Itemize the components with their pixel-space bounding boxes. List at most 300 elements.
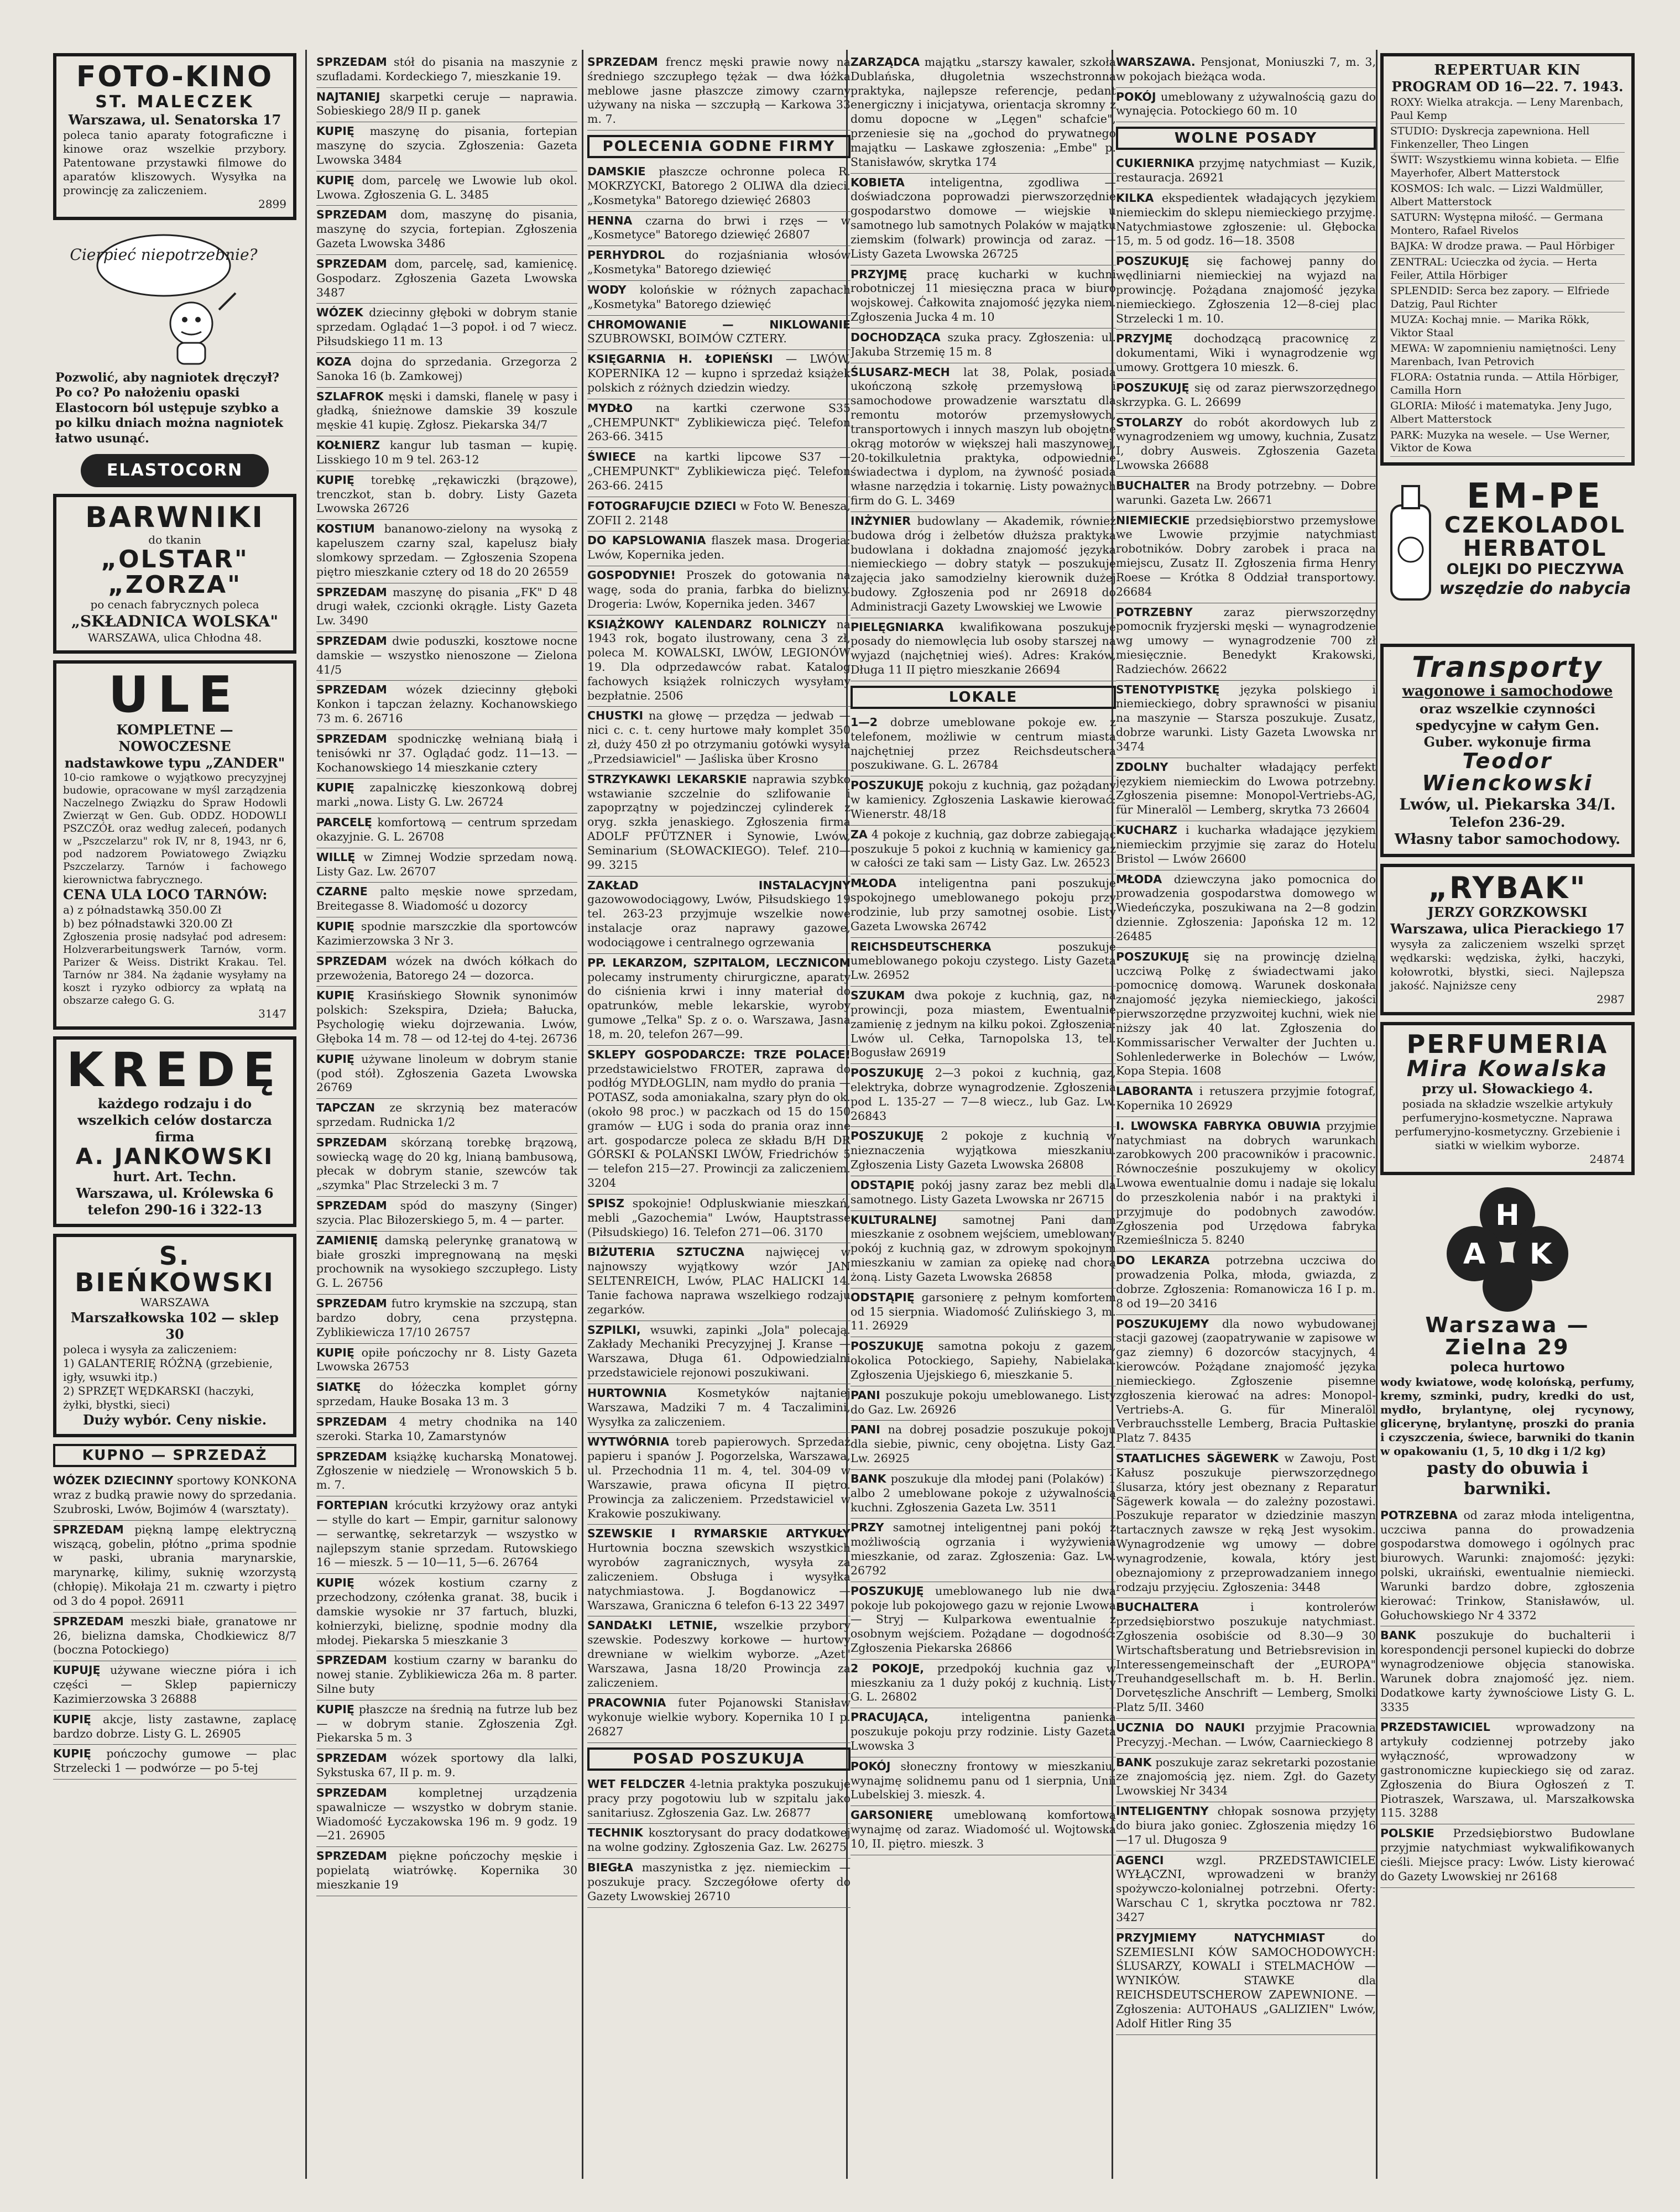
cinema-listing: STUDIO: Dyskrecja zapewniona. Hell Finkenzeller, Theo Lingen [1390,124,1625,153]
classified-keyword: PERHYDROL [587,248,665,262]
price-a: a) z półnadstawką 350.00 Zł [63,902,222,916]
classified-keyword: I. LWOWSKA FABRYKA OBUWIA [1116,1119,1321,1133]
classified-ad [587,1694,851,1743]
classified-keyword: POSZUKUJĘ [1116,380,1189,394]
classified-text: 2—3 pokoi z kuchnią, gaz, elektryka, dobrze wynagrodzenie. Zgłoszenia pod L. 135-27 — 7—8 wiecz., lub Gaz. Lw. 26843 [851,1066,1116,1123]
classified-ad [316,206,577,254]
ad-line: poleca hurtowo [1450,1358,1565,1375]
ad-code: 24874 [1589,1152,1625,1166]
classified-keyword: SPRZEDAM [316,1786,387,1799]
cinema-listing: GLORIA: Miłość i matematyka. Jeny Jugo, Albert Matterstock [1390,399,1625,427]
classified-ad [1116,477,1376,512]
classified-ad [587,707,851,770]
classified-ad [316,848,577,883]
classified-keyword: ZAMIENIĘ [316,1233,378,1247]
ad-barwniki [53,494,296,654]
ad-item: 2) SPRZĘT WĘDKARSKI (haczyki, żyłki, błystki, sieci) [63,1384,254,1412]
classified-keyword: CHUSTKI [587,709,644,723]
classified-ad [1380,1718,1635,1824]
classified-keyword: SPRZEDAM [53,1614,124,1628]
ad-rybak [1380,864,1635,1015]
ad-hak: Warszawa — Zielna 29 poleca hurtowo wody kwiatowe, wodę kolońską, perfumy, kremy, szminki, pudry, kredki do ust, mydło, brylantynę, olej rycynowy, glicerynę, brylantynę, proszki do prania i czyszczenia, świece, barwniki do tkanin w opakowaniu (1, 5, 10 dkg i 1/2 kg) pasty do obuwia i barwniki. [1380,1313,1635,1499]
classified-keyword: BUCHALTERA [1116,1600,1199,1614]
classified-keyword: POKÓJ [1116,90,1156,103]
classified-keyword: WYTWÓRNIA [587,1435,669,1449]
classified-text: dom, parcelę we Lwowie lub okol. Lwowa. Zgłoszenia G. L. 3485 [316,173,577,201]
classified-text: czarna do brwi i rzęs — w „Kosmetyce" Batorego dziewięć 26807 [587,213,851,242]
classified-text: 4 metry chodnika na 140 szeroki. Starka 10, Zamarstynów [316,1415,577,1443]
classified-text: futer Pojanowski Stanisław wykonuje wielkie wybory. Kopernika 10 I p. 26827 [587,1696,851,1739]
classified-ad [851,53,1116,174]
classified-ad [851,1660,1116,1708]
classified-keyword: POSZUKUJĘ [851,1066,924,1080]
classified-text: torebkę „rękawiczki (brązowe), trenczkot, stan b. dobry. Listy Gazeta Lwowska 26726 [316,473,577,515]
classified-keyword: GARSONIERĘ [851,1808,933,1822]
classified-keyword: STAATLICHES SÄGEWERK [1116,1452,1279,1465]
classified-text: kosztorysant do pracy dodatkowej na wolne godziny. Zgłoszenia Gaz. Lw. 26275 [587,1826,851,1854]
classified-text: lat 38, Polak, posiada ukończoną szkołę przemysłową i samochodowe prowadzenie warsztatu dla remontu motorów przemysłowych, transportowych i innych maszyn lub obojętne okrąg motorów w większej hali maszynowej, 20-tokilkuletnia praktyka, odpowiednie świadectwa i dyplom, na żywność posiada własne narzędzia i tokarnię. Listy poważnych firm do G. L. 3469 [851,365,1116,508]
classified-keyword: KILKA [1116,191,1154,205]
classified-ad [1116,1754,1376,1802]
classified-ad [1116,821,1376,870]
classified-ad [1116,1851,1376,1929]
classified-text: toreb papierowych. Sprzedaż papieru i spanów J. Pogorzelska, Warszawa, ul. Przechodnia 11 m. 4, tel. 304-09 w Warszawie, prawa oficyna II piętro. Prowincja za zaliczeniem. Przedstawiciel w Krakowie poszukiwany. [587,1435,851,1520]
classified-keyword: SZPILKI, [587,1323,641,1337]
classified-ad [587,770,851,877]
mascot-slogan: Cierpieć niepotrzebnie? [70,245,258,264]
classified-ad [53,1613,296,1661]
classified-ad [1116,512,1376,603]
classified-keyword: BUCHALTER [1116,478,1190,492]
classified-ad [851,826,1116,874]
classified-text: potrzebna uczciwa do prowadzenia Polka, młoda, gwiazda, z dobrze. Zgłoszenia: Romanowicza 16 I p. m. 8 od 19—20 3416 [1116,1254,1376,1310]
classified-keyword: PRACOWNIA [587,1696,666,1710]
classified-text: dom, parcelę, sad, kamienicę. Gospodarz. Zgłoszenia Gazeta Lwowska 3487 [316,257,577,299]
hak-letter: A [1463,1238,1486,1271]
classified-keyword: ZA [851,827,868,841]
classified-text: skórzaną torebkę brązową, sowiecką wagę do 20 kg, lnianą bambusową, płecak w dobrym stanie, szewców tak „szymka" Plac Strzelecki 3 m. 7 [316,1135,577,1192]
cinema-listing: ROXY: Wielka atrakcja. — Leny Marenbach, Paul Kemp [1390,95,1625,124]
classified-list [587,1775,851,1908]
classified-text: wózek na dwóch kółkach do przewożenia, Batorego 24 — dozorca. [316,954,577,982]
classified-keyword: CUKIERNIKA [1116,156,1194,170]
classified-ad [316,1378,577,1413]
classified-keyword: SPRZEDAM [316,683,387,697]
classified-keyword: BANK [1380,1629,1416,1642]
ad-sub: wagonowe i samochodowe [1402,683,1613,700]
classified-keyword: KOBIETA [851,175,905,189]
classified-text: dwa pokoje z kuchnią, gaz, na prowincji, poza miastem, Ewentualnie zamienię z jednym na kilku pokoi. Zgłoszenia: Lwów ul. Cełka, Tarnopolska 13, tel. Bogusław 26919 [851,989,1116,1060]
ad-address: przy ul. Słowackiego 4. [1422,1081,1593,1097]
classified-keyword: BIEGŁA [587,1861,634,1875]
classified-text: na Brody potrzebny. — Dobre warunki. Gazeta Lw. 26671 [1116,478,1376,507]
classified-keyword: WÓZEK [316,306,363,320]
classified-ad [316,436,577,471]
classified-ad [316,1134,577,1197]
classified-text: flaszek masa. Drogeria: Lwów, Kopernika jeden. [587,534,851,562]
classified-list [587,53,851,131]
classified-ad [851,1582,1116,1660]
section-header-kupno: KUPNO — SPRZEDAŻ [53,1444,296,1467]
classified-list [316,53,577,1896]
ad-text: Pozwolić, aby nagniotek dręczył? Po co? Po nałożeniu opaski Elastocorn ból ustępuje szybko a po kilku dniach można nagniotek łatwo usunąć. [55,370,284,446]
classified-ad [316,1574,577,1651]
classified-keyword: KUPIĘ [316,1576,354,1590]
classified-text: SZUBROWSKI, BOIMÓW CZTERY. [587,332,787,346]
classified-text: spodniczkę wełnianą białą i tenisówki nr 37. Oglądać godz. 11—13. — Kochanowskiego 14 mieszkanie cztery [316,732,577,774]
classified-text: poszukuje do buchalterii i korespondencji personel kupiecki do dobrze wynagrodzeniowe objęcia stanowiska. Warunek dobra znajomość jęz. niem. Dodatkowe karty żywnościowe Listy G. L. 3335 [1380,1629,1635,1714]
classified-text: polecamy instrumenty chirurgiczne, aparaty do ciśnienia krwi i inny materiał do opatrunków, meble lekarskie, wyroby gumowe „Telka" Sp. z o. o. Warszawa, Jasna 18, m. 20, telefon 267—99. [587,970,851,1041]
classified-keyword: SPRZEDAM [316,55,387,69]
ad-text: posiada na składzie wszelkie artykuły perfumeryjno-kosmetyczne. Naprawa perfumeryjno-kosmetyczny. Grzebienie i siatki w wielkim wyborze. [1395,1097,1620,1152]
classified-keyword: NIEMIECKIE [1116,513,1190,527]
classified-keyword: BANK [1116,1755,1152,1769]
classified-keyword: KUPIĘ [316,989,354,1003]
classified-text: do robót akordowych lub z wynagrodzeniem wg umowy, kuchnia, Zusatz I, dobry Ausweis. Zgłoszenia Gazeta Lwowska 26688 [1116,415,1376,472]
classified-keyword: POSZUKUJĘ [851,779,924,792]
ad-address: Warszawa, ul. Królewska 6 [76,1185,274,1201]
classified-list [587,163,851,1743]
empe-line1: CZEKOLADOL [1444,512,1626,538]
classified-text: płaszcze na średnią na futrze lub bez — w dobrym stanie. Zgłoszenia Zgł. Piekarska 5 m. 3 [316,1702,577,1745]
empe-line3: OLEJKI DO PIECZYWA [1446,560,1624,578]
ad-bienkowski [53,1234,296,1438]
classified-text: poszukuje zaraz sekretarki pozostanie ze znajomością jęz. niem. Zgł. do Gazety Lwowskiej Nr 3434 [1116,1755,1376,1798]
classified-ad [851,363,1116,512]
ad-code: 2987 [1596,992,1625,1006]
classified-text: wózek kostium czarny z przechodzony, czółenka granat. 38, bucik i damskie wysokie nr 37 fartuch, bluzki, kołnierzyki, bieliznę, spodnie modny dla młodej. Piekarska 5 mieszkanie 3 [316,1576,577,1647]
classified-keyword: FORTEPIAN [316,1499,388,1512]
brand-zorza: „ZORZA" [108,570,242,599]
classified-keyword: INŻYNIER [851,514,911,528]
classified-text: spód do maszyny (Singer) szycia. Plac Biłozerskiego 5, m. 4 — parter. [316,1199,577,1227]
classified-ad [587,1433,851,1525]
classified-keyword: SPRZEDAM [316,1751,387,1765]
classified-keyword: 1—2 [851,715,878,729]
classified-text: najwięcej w najnowszy wyjątkowy wzór JAN SELTENREICH, Lwów, PLAC HALICKI 14. Tanie fachowa naprawa wszelkiego rodzaju zegarków. [587,1245,851,1316]
classified-ad [53,1472,296,1520]
classified-text: na 1943 rok, bogato ilustrowany, cena 3 zł, poleca M. KOWALSKI, LWÓW, LEGIONÓW 19. Dla odprzedawców rabat. Katalog fachowych książek rolniczych wysyłamy bezpłatnie. 2506 [587,617,851,702]
classified-text: akcje, listy zastawne, zaplacę bardzo dobrze. Listy G. L. 26905 [53,1712,296,1740]
classified-text: przedstawicielstwo FROTER, zaprawa do podłóg MYDŁOGLIN, nam mydło do prania — POTASZ, soda amoniakalna, szary płyn do ok. (około 98 proc.) w paczkach od 15 do 150 gramów — ŁUG i soda do prania oraz inne art. gospodarcze poleca ze składu B/H DR GÓRSKI & POLAŃSKI LWÓW, Friedrichów 5 — telefon 215—27. Prowincji za zaliczeniem. 3204 [587,1062,851,1190]
ad-code: 2899 [258,197,286,211]
classified-keyword: PRZYJMĘ [851,267,907,281]
classified-text: piękne pończochy męskie i popielatą wiatrówkę. Kopernika 30 mieszkanie 19 [316,1849,577,1891]
classified-ad [587,954,851,1046]
classified-ad [316,583,577,632]
column-6 [1380,53,1635,2179]
classified-ad [53,1745,296,1780]
classified-keyword: WODY [587,283,627,296]
classified-text: inteligentna, zgodliwa — doświadczona poprowadzi pierwszorzędnie gospodarstwo domowe — wiejskie u samotnego lub samotnych Polaków w majątku ziemskim (folwark) prowincja od zaraz. — Listy Gazeta Lwowska 26725 [851,175,1116,260]
classified-keyword: POSZUKUJĘ [851,1339,924,1353]
classified-text: pokoju z kuchnią, gaz pożądany w kamienicy. Zgłoszenia Laskawie kierować: Wienerstr. 48/18 [851,779,1116,821]
classified-ad [587,1321,851,1384]
ad-name: Mira Kowalska [1406,1056,1609,1082]
classified-keyword: POTRZEBNY [1116,605,1193,619]
classified-keyword: ZAKŁAD INSTALACYJNY [587,878,851,892]
ad-title: PERFUMERIA [1406,1029,1609,1059]
classified-keyword: SPRZEDAM [316,1849,387,1863]
classified-text: futro krymskie na szczupą, stan bardzo dobry, cena przystępna. Zyblikiewicza 17/10 26757 [316,1297,577,1339]
classified-ad [1116,1929,1376,2035]
ad-title: KREDĘ [66,1042,283,1098]
classified-ad [851,776,1116,825]
classified-ad [1116,414,1376,477]
classified-list [1116,154,1376,2034]
classified-ad [851,1386,1116,1421]
classified-keyword: STRZYKAWKI LEKARSKIE [587,772,747,786]
classified-keyword: BANK [851,1472,886,1485]
classified-ad [316,987,577,1050]
ad-transporty [1380,644,1635,857]
classified-text: damską pelerynkę granatową w białe groszki impregnowaną na męski prochownik na wysokiego szczupłego. Listy G. L. 26756 [316,1233,577,1290]
classified-keyword: SZLAFROK [316,389,384,403]
classified-list [1116,53,1376,122]
classified-ad [587,53,851,131]
classified-keyword: SKLEPY GOSPODARCZE: TRZE POLACE! [587,1047,851,1061]
classified-keyword: REICHSDEUTSCHERKA [851,940,992,953]
classified-text: i kucharka władające językiem niemieckim przyjmie się zaraz do Hotelu Bristol — Lwów 26600 [1116,823,1376,865]
classified-text: Kosmetyków najtaniej Warszawa, Madziki 7 m. 4 Taczalimini, Wysyłka za zaliczeniem. [587,1386,851,1428]
ad-text: oraz wszelkie czynności spedycyjne w całym Gen. Guber. wykonuje firma [1415,700,1600,750]
classified-keyword: FOTOGRAFUJCIE DZIECI [587,499,737,513]
column-rule [305,50,307,2179]
classified-keyword: KUPIĘ [316,920,354,933]
classified-keyword: NAJTANIEJ [316,90,380,103]
classified-text: płaszcze ochronne poleca R. MOKRZYCKI, Batorego 2 OLIWA dla dzieci. „Kosmetyka" Batorego dziewięć 26803 [587,165,851,207]
ad-title: S. BIEŃKOWSKI [75,1240,275,1298]
classified-text: dom, maszynę do pisania, maszynę do szycia, fortepian. Zgłoszenia Gazeta Lwowska 3486 [316,208,577,251]
ad-text: wody kwiatowe, wodę kolońską, perfumy, kremy, szminki, pudry, kredki do ust, mydło, brylantynę, olej rycynowy, glicerynę, brylantynę, proszki do prania i czyszczenia, świece, barwniki do tkanin w opakowaniu (1, 5, 10 dkg i 1/2 kg) [1380,1375,1635,1458]
section-header-lokale: LOKALE [851,686,1116,709]
classified-ad [587,497,851,532]
classified-text: spodnie marszczkie dla sportowców Kazimierzowska 3 Nr 3. [316,920,577,947]
classified-text: męski i damski, flanelę w pasy i gładką, śnieżnowe damskie 39 koszule męskie 41 kupię. Zgłosz. Piekarska 34/7 [316,389,577,432]
classified-text: w Foto W. Benesza, ZOFII 2. 2148 [587,499,851,527]
ad-fotokino [53,53,296,220]
classified-text: na głowę — przędza — jedwab — nici c. c. t. ceny hurtowe mały komplet 350 zł, duży 450 zł po otrzymaniu gotówki wysyła „Przedsiawiciel" — Jaśliska über Krosno [587,709,851,765]
ad-address: WARSZAWA, ulica Chłodna 48. [87,631,262,645]
ad-line: poleca i wysyła za zaliczeniem: [63,1343,237,1357]
classified-keyword: SPRZEDAM [316,1449,387,1463]
classified-keyword: POLSKIE [1380,1827,1434,1840]
classified-keyword: LABORANTA [1116,1084,1193,1098]
classified-ad [851,1288,1116,1337]
classified-keyword: SPRZEDAM [316,954,387,968]
classified-text: 4-letnia praktyka poszukuje pracy przy pogotowiu lub w szpitalu jako sanitariusz. Zgłoszenia Gaz. Lw. 26877 [587,1777,851,1819]
classified-ad [851,265,1116,328]
classified-ad [587,246,851,281]
classified-ad [851,1519,1116,1582]
classified-ad [587,1859,851,1907]
ad-item: 1) GALANTERIĘ RÓŻNĄ (grzebienie, igły, wsuwki itp.) [63,1357,273,1384]
classified-text: na kartki lipcowe S37 — „CHEMPUNKT" Zyblikiewicza pięć. Telefon 263-66. 2415 [587,450,851,492]
classified-text: się na prowincję dzielną uczciwą Polkę z świadectwami jako pomocnicę domową. Warunek doskonała znajomość języka niemieckiego, jakości pierwszorzędne przyzwoitej kuchni, wiek nie niższy jak 40 lat. Zgłoszenia do Kommissarischer Verwalter der Juchten u. Sohlenlederwerke in Bolechów — Lwów, Kopa Stepia. 1608 [1116,950,1376,1078]
ad-hak-logo [1380,1182,1635,1314]
classified-keyword: KUPIĘ [316,1052,354,1066]
classified-keyword: MŁODA [1116,872,1162,886]
classified-keyword: PARCELĘ [316,816,372,830]
classified-ad [316,952,577,987]
cinema-listing: MUZA: Kochaj mnie. — Marika Rökk, Viktor Staal [1390,312,1625,341]
classified-ad [587,1525,851,1616]
hak-letter: K [1529,1238,1552,1271]
classified-ad [851,874,1116,937]
classified-text: Krasińskiego Słownik synonimów polskich: Szekspira, Dzieła; Bałucka, Psychologię wieku dojrzewania. Lwów, Głęboka 14 m. 78 — od 12-tej do 4-tej. 26736 [316,989,577,1045]
classified-text: pończochy gumowe — plac Strzelecki 1 — podwórze — po 5-tej [53,1747,296,1775]
classified-ad [1116,53,1376,88]
classified-keyword: KUPIĘ [316,781,354,795]
classified-ad [316,883,577,917]
empe-slogan: wszędzie do nabycia [1439,578,1631,598]
classified-ad [316,1413,577,1448]
hak-city: Warszawa [1425,1313,1558,1338]
classified-ad [316,471,577,520]
classified-ad [316,1847,577,1896]
classified-ad [851,713,1116,776]
ad-title: FOTO-KINO [76,60,274,93]
classified-text: kwalifikowana poszukuje posady do niemowlęcia lub osoby starszej na wyjazd (najchętniej wieś). Adres: Kraków, Długa 11 II piętro mieszkanie 26694 [851,620,1116,677]
classified-ad [587,531,851,566]
classified-text: bananowo-zielony na wysoką z kapeluszem czarny szal, kapelusz biały slomkowy sprzedam. — Zgłoszenia Szopena piętro mieszkanie cztery od 18 do 20 26559 [316,522,577,578]
classified-keyword: KUPIĘ [316,473,354,487]
cinema-listing: SPLENDID: Serca bez zapory. — Elfriede Datzig, Paul Richter [1390,284,1625,312]
cinema-listing: FLORA: Ostatnia runda. — Attila Hörbiger, Camilla Horn [1390,370,1625,399]
classified-ad [316,632,577,681]
column-rule [1376,50,1378,2179]
classified-text: się fachowej panny do wędliniarni niemieckiej na wyjazd na prowincję. Pożądana znajomość języka niemieckiego. Zgłoszenia 12—8-ciej plac Strzelecki 1 m. 10. [1116,254,1376,325]
classified-keyword: KUCHARZ [1116,823,1177,837]
classified-keyword: SPRZEDAM [316,1415,387,1428]
classified-text: maszynistka z jęz. niemieckim — poszukuje pracy. Szczegółowe oferty do Gazety Lwowskiej 26710 [587,1861,851,1903]
ad-line: każdego rodzaju i do wszelkich celów dostarcza firma [77,1095,272,1145]
classified-ad [1116,379,1376,414]
ad-line: hurt. Art. Techn. [113,1168,237,1185]
classified-ad [316,171,577,206]
classified-ad [316,813,577,848]
classified-text: majątku „starszy kawaler, szkoła Dublańska, długoletnia wszechstronna praktyka, najlepsze referencje, pedant energiczny i inicjatywa, orientacja skromny z domu dopocne w „Lęgen" schafcie", przeniesie się na „gochod do prywatnego majątku — Laskawe zgłoszenia: „Embe" p. Stanisławów, skrytka 174 [851,55,1116,169]
classified-ad [316,53,577,88]
classified-ad [1116,1082,1376,1117]
classified-keyword: DO KAPSLOWANIA [587,534,706,547]
hak-street: Zielna 29 [1445,1334,1570,1359]
classified-text: dziecinny głęboki w dobrym stanie sprzedam. Oglądać 1—3 popoł. i od 7 wiecz. Piłsudskiego 11 m. 13 [316,306,577,348]
ad-address: Lwów, ul. Piekarska 34/I. [1399,795,1616,813]
classified-keyword: POSZUKUJĘ [1116,254,1189,268]
section-header-posad: POSAD POSZUKUJA [587,1747,851,1771]
classified-text: wózek sportowy dla lalki, Sykstuska 67, II p. m. 9. [316,1751,577,1780]
classified-text: samotna pokoju z gazem, okolica Potockiego, Sapiehy, Nabielaka. Zgłoszenia Ujejskiego 6, mieszkanie 5. [851,1339,1116,1381]
cinema-listing: MEWA: W zapomnieniu namiętności. Leny Marenbach, Ivan Petrovich [1390,341,1625,370]
classified-keyword: ZARZĄDCA [851,55,920,69]
classified-ad [587,1824,851,1859]
classified-ad [53,1710,296,1745]
classified-ad [851,1470,1116,1519]
classified-text: na kartki czerwone S35 „CHEMPUNKT" Zyblikiewicza pięć. Telefon 263-66. 3415 [587,401,851,444]
repertuar-subtitle: PROGRAM OD 16—22. 7. 1943. [1391,79,1624,95]
ad-code: 3147 [258,1007,286,1021]
classified-text: pokój jasny zaraz bez mebli dla samotnego. Listy Gazeta Lwowska nr 26715 [851,1178,1116,1206]
classified-ad [1116,948,1376,1082]
classified-keyword: SIATKĘ [316,1380,361,1394]
classified-keyword: CHROMOWANIE — NIKLOWANIE [587,317,851,331]
empe-line2: HERBATOL [1463,535,1608,561]
classified-text: przyjmie natychmiast na dobrych warunkach zarobkowych 200 pracowników i pracownic. Równocześnie poszukujemy w okolicy Lwowa ewentualnie domu i nadaje się lokalu do przeszkolenia nabór i na praktyki i przyjmuje do podobnych zawodów. Zgłoszenia pod Urzędowa fabryka Rzemieślnicza 5. 8240 [1116,1119,1376,1247]
classified-ad [316,1749,577,1784]
ad-phone: Telefon 236-29. [1449,813,1566,830]
price-b: b) bez półnadstawki 320.00 Zł [63,916,233,930]
ad-line: do tkanin [148,533,201,546]
ad-ule [53,660,296,1030]
classified-ad [1116,154,1376,189]
classified-text: opiłe pończochy nr 8. Listy Gazeta Lwowska 26753 [316,1345,577,1374]
classified-text: dziewczyna jako pomocnica do prowadzenia gospodarstwa domowego w Wiedeńczyka, poszukiwana na 2—8 godzin dziennie. Zgłoszenia: Japońska 12 m. 12 26485 [1116,872,1376,943]
classified-keyword: KUPIĘ [316,124,354,138]
ad-title: ULE [108,666,241,724]
classified-ad [316,388,577,436]
classified-keyword: TECHNIK [587,1826,643,1840]
classified-text: wprowadzony na artykuły codziennej potrzeby jako wyłączność, wprowadzony w gastronomiczne kupieckiego się od zaraz. Zgłoszenia do Biura Ogłoszeń z T. Piotraszek, Warszawa, ul. Marszałkowska 115. 3288 [1380,1720,1635,1820]
classified-keyword: STOLARZY [1116,415,1183,429]
classified-keyword: PRZEDSTAWICIEL [1380,1720,1490,1734]
classified-keyword: MŁODA [851,877,897,890]
classified-ad [316,353,577,388]
classified-ad [851,512,1116,618]
empe-brand: EM-PE [1467,475,1604,516]
column-2 [316,53,577,2179]
ad-address: Marszałkowska 102 — sklep 30 [70,1310,279,1343]
ad-city: WARSZAWA [140,1296,210,1310]
classified-ad [316,1784,577,1847]
classified-text: Pensjonat, Moniuszki 7, m. 3, w pokojach bieżąca woda. [1116,55,1376,83]
classified-ad [587,1046,851,1194]
classified-text: dla nowo wybudowanej stacji gazowej (zaopatrywanie w zapisowe w gaz ziemny) 6 dozorców stacyjnych, 4 kierowców. Pożądane znajomość języka niemieckiego. Zgłoszenie pisemne zgłoszenia kierować na adres: Monopol-Vertriebs-A. G. für Mineralöl Verbrauchsstelle Lemberg, Bracia Pułtaskie Platz 7. 8435 [1116,1317,1376,1445]
classified-keyword: SPRZEDAM [316,1653,387,1667]
classified-keyword: ŚLUSARZ-MECH [851,365,950,379]
classified-text: słoneczny frontowy w mieszkaniu, wynajmę solidnemu panu od 1 sierpnia, Unii Lubelskiej 3. mieszk. 4. [851,1759,1116,1802]
ad-title: Transporty [1412,650,1603,684]
cinema-listing: PARK: Muzyka na wesele. — Use Werner, Viktor de Kowa [1390,428,1625,457]
classified-text: i retuszera przyjmie fotograf, Kopernika 10 26929 [1116,1084,1376,1112]
classified-text: chłopak sosnowa przyjęty do biura jako goniec. Zgłoszenia między 16—17 ul. Długosza 9 [1116,1804,1376,1846]
classified-ad [53,1521,296,1613]
classified-keyword: SANDAŁKI LETNIE, [587,1619,718,1632]
ad-line: KOMPLETNE — NOWOCZESNE [116,721,233,754]
mascot-drawing [53,227,296,365]
column-5 [1116,53,1376,2179]
classified-ad [851,174,1116,265]
ad-line: nadstawkowe typu „ZANDER" [64,754,285,771]
classified-keyword: UCZNIA DO NAUKI [1116,1720,1245,1734]
classified-ad [851,1806,1116,1855]
classified-keyword: KUPUJĘ [53,1663,101,1677]
classified-text: samotnej inteligentnej pani pokój z możliwością ogrzania i wyżywienia mieszkanie, od zaraz. Zgłoszenia: Gaz. Lw. 26792 [851,1521,1116,1577]
classified-keyword: WÓZEK DZIECINNY [53,1474,174,1488]
classified-list [851,713,1116,1855]
ad-empe [1380,472,1635,638]
classified-ad [851,1757,1116,1806]
classified-ad [53,1661,296,1710]
classified-ad [316,1448,577,1496]
ad-text: wysyła za zaliczeniem wszelki sprzęt wędkarski: wędziska, żyłki, haczyki, kołowrotki, błystki, sieci. Najlepsza jakość. Najniższe ceny [1390,937,1625,992]
classified-text: poszukuje pokoju umeblowanego. Listy do Gaz. Lw. 26926 [851,1388,1116,1416]
classified-ad [1116,1719,1376,1754]
classified-ad [1116,330,1376,378]
classified-keyword: KSIĄŻKOWY KALENDARZ ROLNICZY [587,617,827,631]
classified-keyword: ODSTĄPIĘ [851,1178,915,1192]
classified-text: 2 pokoje z kuchnią w nieznaczenia wyjątkowa mieszkaniu. Zgłoszenia Listy Gazeta Lwowska 26808 [851,1129,1116,1172]
